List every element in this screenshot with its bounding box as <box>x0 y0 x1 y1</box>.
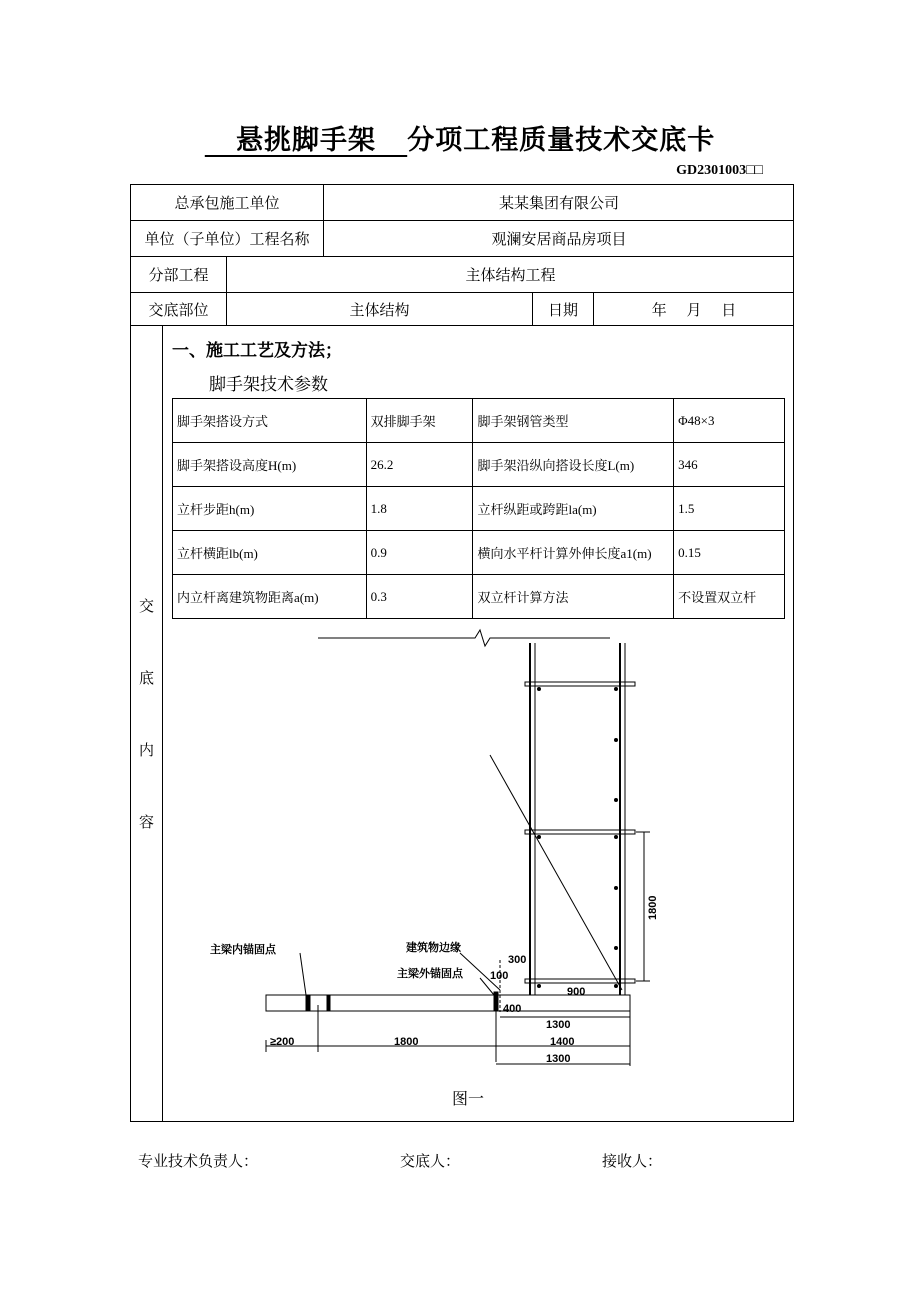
dim-1400: 1400 <box>550 1036 575 1048</box>
param-label: 内立杆离建筑物距离a(m) <box>173 575 367 619</box>
param-label: 立杆步距h(m) <box>173 487 367 531</box>
param-value: 1.5 <box>674 487 785 531</box>
param-value: 0.9 <box>366 531 473 575</box>
param-value: 26.2 <box>366 443 473 487</box>
project-label: 单位（子单位）工程名称 <box>131 221 324 257</box>
doc-code: GD2301003□□ <box>676 163 763 178</box>
param-label: 立杆横距lb(m) <box>173 531 367 575</box>
inner-anchor-1 <box>306 995 310 1011</box>
coupler <box>537 984 541 988</box>
coupler <box>614 984 618 988</box>
coupler <box>614 835 618 839</box>
figure-caption: 图一 <box>452 1089 485 1108</box>
coupler <box>614 886 618 890</box>
section-title: 一、施工工艺及方法； <box>172 341 342 361</box>
title-rest: 分项工程质量技术交底卡 <box>407 125 716 156</box>
dim-200: ≥200 <box>270 1036 295 1048</box>
param-label: 横向水平杆计算外伸长度a1(m) <box>473 531 674 575</box>
param-label: 脚手架沿纵向搭设长度L(m) <box>473 443 674 487</box>
ledger-bottom <box>525 979 635 983</box>
label-inner-anchor: 主梁内锚固点 <box>210 944 276 956</box>
sign-receiver: 接收人： <box>602 1152 663 1170</box>
coupler <box>537 687 541 691</box>
ledger-top <box>525 682 635 686</box>
division-value: 主体结构工程 <box>227 257 794 293</box>
contractor-label: 总承包施工单位 <box>131 185 324 221</box>
sign-tech-lead: 专业技术负责人： <box>138 1152 259 1170</box>
side-char-3: 内 <box>138 741 154 759</box>
division-label: 分部工程 <box>131 257 227 293</box>
side-char-4: 容 <box>138 813 154 831</box>
title-underlined: 悬挑脚手架 <box>236 125 376 156</box>
param-value: 不设置双立杆 <box>674 575 785 619</box>
param-value: 1.8 <box>366 487 473 531</box>
dim-1800-h: 1800 <box>394 1036 419 1048</box>
dim-900: 900 <box>567 986 586 998</box>
dim-1800-v: 1800 <box>647 895 659 920</box>
coupler <box>614 687 618 691</box>
date-value: 年 月 日 <box>594 293 794 326</box>
label-outer-anchor: 主梁外锚固点 <box>397 968 463 980</box>
dim-400: 400 <box>503 1003 522 1015</box>
coupler <box>614 738 618 742</box>
dim-100: 100 <box>490 970 509 982</box>
side-char-2: 底 <box>138 669 154 687</box>
coupler <box>537 835 541 839</box>
dim-1300-b: 1300 <box>546 1053 571 1065</box>
param-value: 346 <box>674 443 785 487</box>
part-label: 交底部位 <box>131 293 227 326</box>
project-value: 观澜安居商品房项目 <box>324 221 794 257</box>
date-label: 日期 <box>533 293 594 326</box>
dim-1300-a: 1300 <box>546 1019 571 1031</box>
leader-inner-anchor <box>300 953 306 995</box>
sign-discloser: 交底人： <box>400 1152 461 1170</box>
params-title: 脚手架技术参数 <box>209 375 328 395</box>
param-label: 脚手架搭设方式 <box>173 399 367 443</box>
coupler <box>614 946 618 950</box>
coupler <box>614 798 618 802</box>
part-value: 主体结构 <box>227 293 533 326</box>
dim-300: 300 <box>508 954 527 966</box>
param-label: 立杆纵距或跨距la(m) <box>473 487 674 531</box>
side-char-1: 交 <box>138 597 154 615</box>
inner-anchor-2 <box>327 995 330 1011</box>
contractor-value: 某某集团有限公司 <box>324 185 794 221</box>
label-building-edge: 建筑物边缘 <box>406 942 461 954</box>
param-label: 双立杆计算方法 <box>473 575 674 619</box>
param-label: 脚手架钢管类型 <box>473 399 674 443</box>
ledger-middle <box>525 830 635 834</box>
param-value: 0.15 <box>674 531 785 575</box>
param-label: 脚手架搭设高度H(m) <box>173 443 367 487</box>
param-value: 0.3 <box>366 575 473 619</box>
param-value: 双排脚手架 <box>366 399 473 443</box>
break-line <box>318 630 610 646</box>
param-value: Φ48×3 <box>674 399 785 443</box>
